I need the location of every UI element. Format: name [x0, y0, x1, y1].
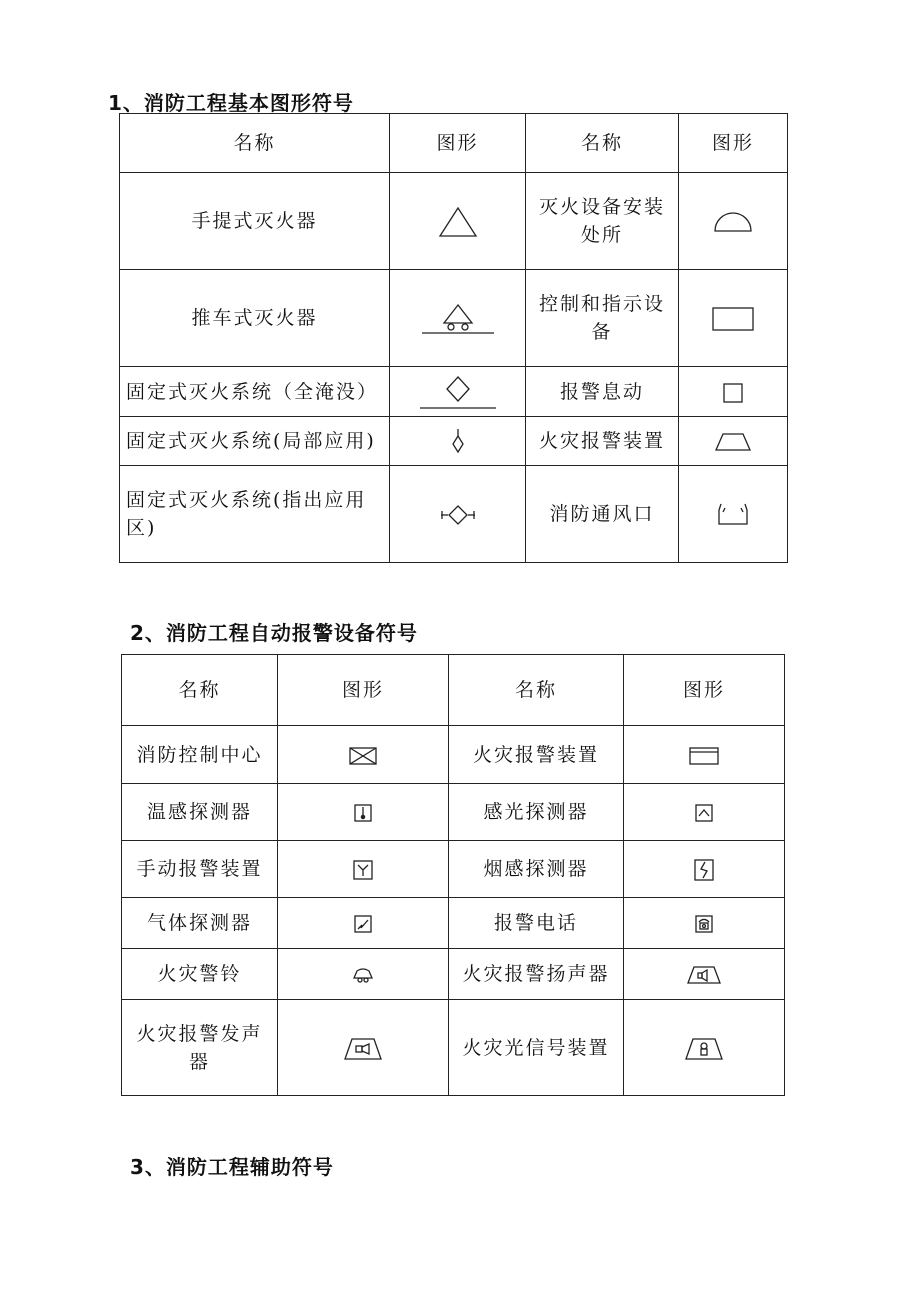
- triangle-icon: [438, 205, 478, 239]
- table-header-row: [120, 114, 788, 173]
- table-row: [122, 898, 785, 949]
- header-name: 名称: [526, 114, 679, 173]
- symbol-name: 报警电话: [449, 898, 624, 949]
- table-row: [120, 173, 788, 270]
- table-row: [122, 1000, 785, 1096]
- table-row: [120, 466, 788, 563]
- header-name: 名称: [120, 114, 390, 173]
- symbol-cell: [679, 367, 788, 417]
- table-row: [122, 949, 785, 1000]
- table-row: [122, 841, 785, 898]
- phone-box-icon: [694, 914, 714, 934]
- alarm-symbols-table: [121, 654, 785, 1096]
- speaker-trapezoid-icon: [686, 965, 722, 985]
- arrow-diamond-icon: [440, 504, 476, 526]
- symbol-name: 报警息动: [526, 367, 679, 417]
- wheeled-triangle-icon: [420, 301, 496, 337]
- symbol-cell: [679, 466, 788, 563]
- symbol-cell: [679, 270, 788, 367]
- symbol-name: 固定式灭火系统(局部应用): [120, 417, 390, 466]
- header-figure: 图形: [390, 114, 526, 173]
- symbol-name: 消防通风口: [526, 466, 679, 563]
- symbol-name: 烟感探测器: [449, 841, 624, 898]
- chevron-box-icon: [694, 803, 714, 823]
- table-row: [122, 726, 785, 784]
- section1-title: 1、消防工程基本图形符号: [108, 91, 354, 115]
- y-box-icon: [352, 859, 374, 881]
- sounder-trapezoid-icon: [343, 1037, 383, 1061]
- light-trapezoid-icon: [684, 1037, 724, 1061]
- symbol-cell: [390, 173, 526, 270]
- symbol-name: 手动报警装置: [122, 841, 278, 898]
- symbol-name: 温感探测器: [122, 784, 278, 841]
- symbol-cell: [278, 898, 449, 949]
- symbol-name: 灭火设备安装处所: [526, 173, 679, 270]
- symbol-name: 火灾报警扬声器: [449, 949, 624, 1000]
- table-row: [122, 784, 785, 841]
- symbol-cell: [624, 784, 785, 841]
- diamond-baseline-icon: [418, 375, 498, 411]
- small-diamond-icon: [450, 427, 466, 457]
- panel-box-icon: [688, 746, 720, 766]
- section3-title: 3、消防工程辅助符号: [130, 1155, 334, 1179]
- envelope-box-icon: [348, 746, 378, 766]
- symbol-name: 火灾光信号装置: [449, 1000, 624, 1096]
- symbol-name: 火灾报警装置: [449, 726, 624, 784]
- rectangle-icon: [711, 306, 755, 332]
- symbol-cell: [624, 1000, 785, 1096]
- header-name: 名称: [449, 655, 624, 726]
- symbol-cell: [390, 466, 526, 563]
- symbol-name: 控制和指示设备: [526, 270, 679, 367]
- symbol-cell: [278, 1000, 449, 1096]
- thermometer-box-icon: [353, 803, 373, 823]
- gas-box-icon: [353, 914, 373, 934]
- symbol-cell: [278, 841, 449, 898]
- square-icon: [722, 382, 744, 404]
- symbol-cell: [624, 841, 785, 898]
- symbol-cell: [278, 949, 449, 1000]
- symbol-name: 消防控制中心: [122, 726, 278, 784]
- section2-title: 2、消防工程自动报警设备符号: [130, 621, 418, 645]
- zigzag-box-icon: [693, 858, 715, 882]
- semicircle-icon: [713, 211, 753, 233]
- symbol-cell: [390, 270, 526, 367]
- table-row: [120, 270, 788, 367]
- header-figure: 图形: [679, 114, 788, 173]
- symbol-cell: [278, 726, 449, 784]
- header-name: 名称: [122, 655, 278, 726]
- table-row: [120, 367, 788, 417]
- symbol-cell: [679, 417, 788, 466]
- bell-icon: [352, 966, 374, 984]
- symbol-cell: [624, 726, 785, 784]
- symbol-cell: [278, 784, 449, 841]
- trapezoid-icon: [714, 432, 752, 452]
- table-row: [120, 417, 788, 466]
- symbol-cell: [624, 898, 785, 949]
- symbol-name: 火灾警铃: [122, 949, 278, 1000]
- symbol-name: 气体探测器: [122, 898, 278, 949]
- symbol-name: 固定式灭火系统(指出应用区): [120, 466, 390, 563]
- symbol-cell: [390, 417, 526, 466]
- symbol-cell: [390, 367, 526, 417]
- symbol-name: 感光探测器: [449, 784, 624, 841]
- header-figure: 图形: [278, 655, 449, 726]
- basic-symbols-table: [119, 113, 788, 563]
- symbol-name: 固定式灭火系统（全淹没）: [120, 367, 390, 417]
- table-header-row: [122, 655, 785, 726]
- symbol-name: 手提式灭火器: [120, 173, 390, 270]
- symbol-cell: [679, 173, 788, 270]
- header-figure: 图形: [624, 655, 785, 726]
- symbol-name: 推车式灭火器: [120, 270, 390, 367]
- symbol-name: 火灾报警发声器: [122, 1000, 278, 1096]
- vent-icon: [717, 502, 749, 528]
- symbol-name: 火灾报警装置: [526, 417, 679, 466]
- symbol-cell: [624, 949, 785, 1000]
